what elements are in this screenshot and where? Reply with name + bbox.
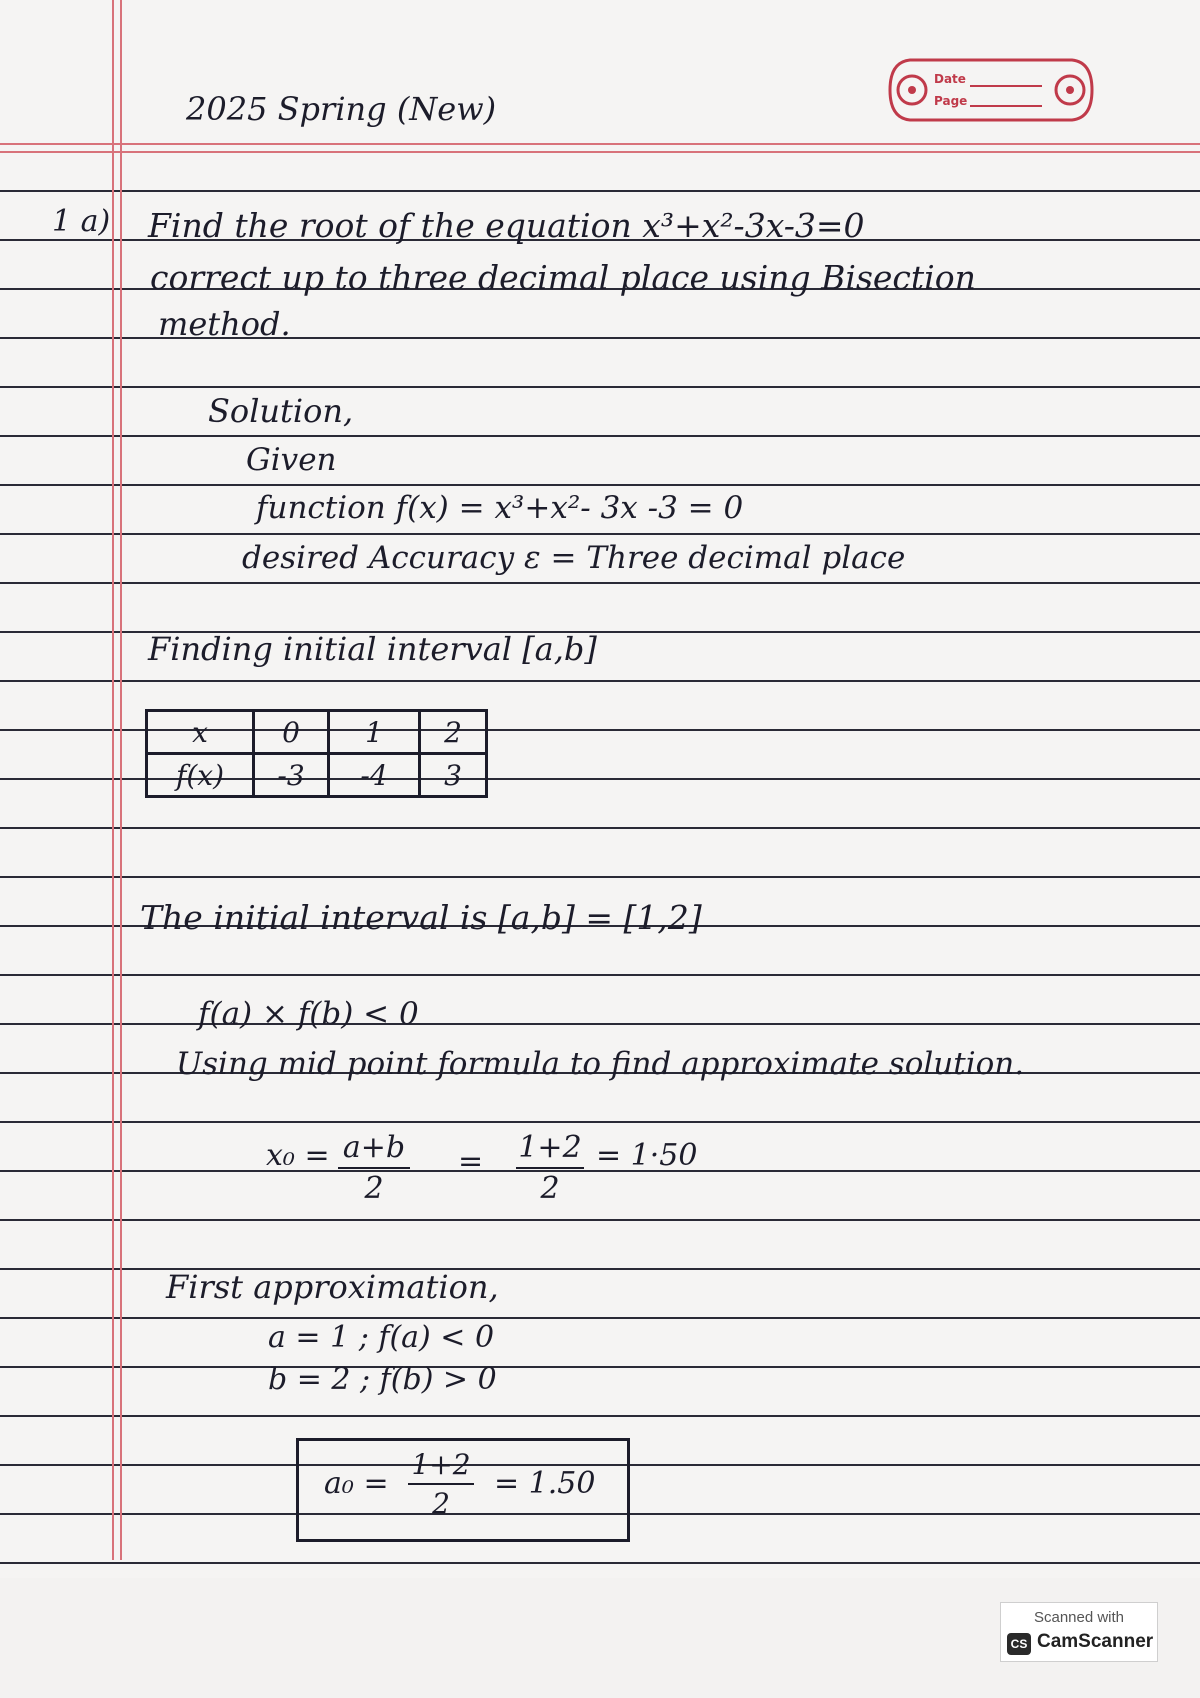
page-label: Page (934, 94, 968, 108)
table-cell: 2 (420, 711, 487, 754)
header-rule (0, 151, 1200, 153)
date-page-stamp (882, 52, 1100, 128)
table-row (147, 754, 487, 797)
boxed-lhs: a₀ = (324, 1466, 389, 1501)
first-approx-heading: First approximation, (166, 1268, 499, 1306)
interval-heading: Finding initial interval [a,b] (148, 630, 597, 668)
first-approx-a: a = 1 ; f(a) < 0 (268, 1320, 495, 1355)
midpoint-lhs: x₀ = (266, 1138, 330, 1173)
function-value-table (145, 709, 488, 798)
fraction-denominator: 2 (540, 1171, 560, 1206)
table-header-cell: f(x) (147, 754, 254, 797)
question-line-2: correct up to three decimal place using Bisection (150, 258, 976, 297)
midpoint-result: = 1·50 (596, 1138, 698, 1173)
boxed-result-value: = 1.50 (494, 1466, 596, 1501)
solution-heading: Solution, (208, 392, 354, 430)
stamp-frame-icon (882, 52, 1100, 128)
fraction-denominator: 2 (364, 1171, 384, 1206)
question-line-1: Find the root of the equation x³+x²-3x-3=0 (148, 206, 865, 245)
camscanner-logo-icon: CS (1007, 1633, 1031, 1655)
margin-line (112, 0, 114, 1560)
fraction-bar (338, 1167, 410, 1169)
first-approx-b: b = 2 ; f(b) > 0 (268, 1362, 497, 1397)
table-cell: -4 (329, 754, 420, 797)
fraction-numerator: a+b (342, 1130, 406, 1165)
page-title: 2025 Spring (New) (186, 90, 497, 128)
midpoint-fraction-1 (338, 1130, 410, 1206)
table-header-cell: x (147, 711, 254, 754)
midpoint-fraction-2 (516, 1130, 584, 1206)
boxed-fraction (408, 1448, 474, 1520)
table-cell: 0 (254, 711, 329, 754)
question-line-3: method. (158, 305, 291, 343)
fraction-bar (408, 1483, 474, 1485)
table-cell: 1 (329, 711, 420, 754)
table-cell: 3 (420, 754, 487, 797)
table-cell: -3 (254, 754, 329, 797)
fraction-numerator: 1+2 (411, 1448, 471, 1481)
watermark-caption: Scanned with (1033, 1609, 1125, 1626)
function-line: function f(x) = x³+x²- 3x -3 = 0 (256, 490, 744, 526)
fraction-bar (516, 1167, 584, 1169)
fraction-denominator: 2 (432, 1487, 450, 1520)
fraction-numerator: 1+2 (518, 1130, 582, 1165)
sign-condition: f(a) × f(b) < 0 (198, 996, 419, 1032)
midpoint-text: Using mid point formula to find approximate solution. (176, 1046, 1025, 1082)
initial-interval-line: The initial interval is [a,b] = [1,2] (140, 898, 702, 937)
date-label: Date (934, 72, 966, 86)
watermark-brand: CamScanner (1037, 1631, 1154, 1652)
camscanner-watermark (1000, 1602, 1158, 1662)
question-number: 1 a) (52, 204, 111, 239)
accuracy-line: desired Accuracy ε = Three decimal place (242, 540, 906, 576)
midpoint-equals: = (458, 1144, 484, 1179)
table-row (147, 711, 487, 754)
header-rule (0, 143, 1200, 145)
margin-line (120, 0, 122, 1560)
given-label: Given (246, 442, 337, 478)
